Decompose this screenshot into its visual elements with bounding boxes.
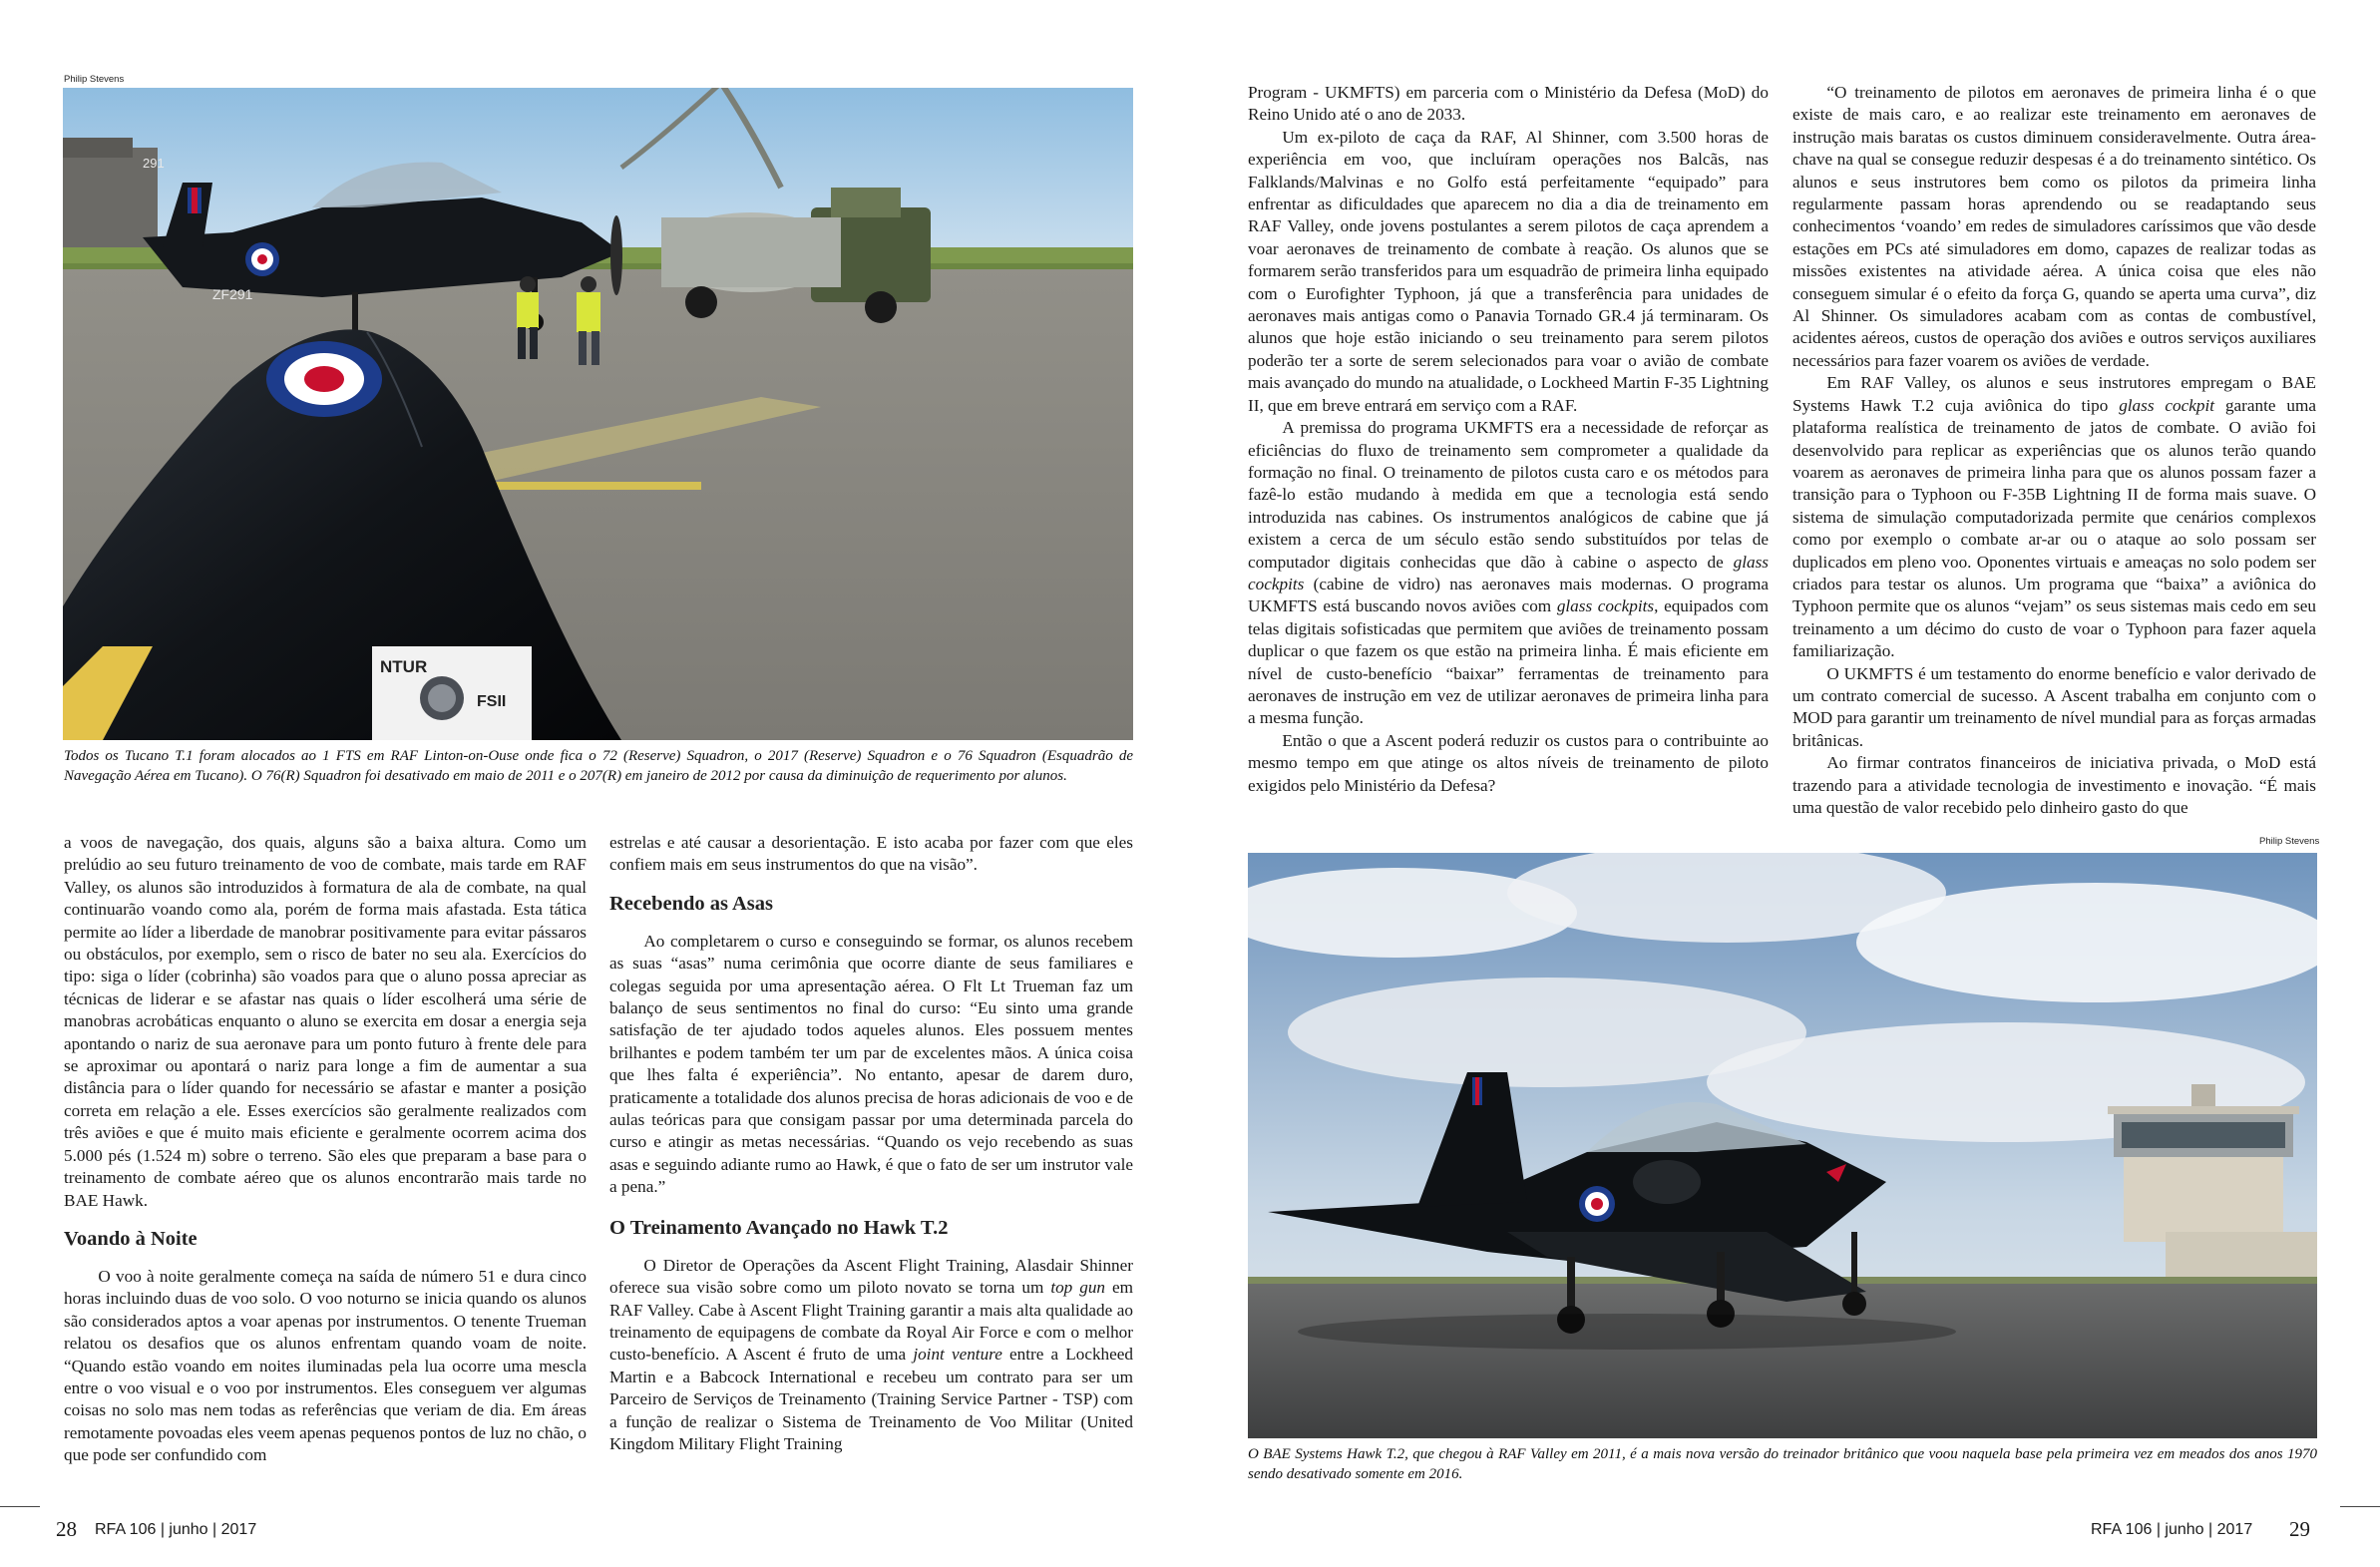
body-paragraph: Em RAF Valley, os alunos e seus instrutores empregam o BAE Systems Hawk T.2 cuja aviônica do tipo glass cockpit garante uma plataforma realística de treinamento de jatos de combate. O avião foi desenvolvido para replicar as experiências que os alunos terão quando voarem as aeronaves de primeira linha para que os alunos possam fazer a transição para o Typhoon ou F-35B Lightning II de forma mais suave. O sistema de simulação computadorizada permite que cenários complexos como por exemplo o combate ar-ar ou o ataque ao solo possam ser duplicados em pleno voo. Oponentes virtuais e ameaças no solo podem ser criados para testar os alunos. Um programa que “baixa” a aviônica do Typhoon permite que os alunos “vejam” os seus sistemas mais cedo em seu treinamento a um décimo do custo de voar o Typhoon para fazer aquela familiarização.	[1792, 373, 2316, 661]
body-paragraph: “O treinamento de pilotos em aeronaves de primeira linha é o que existe de mais caro, e ao realizar este treinamento em aeronaves de instrução mais baratas os custos diminuem consideravelmente. Outra área-chave na qual se consegue reduzir despesas é a do treinamento sintético. Os alunos e seus instrutores bem como os pilotos da primeira linha regularmente passam horas aprendendo ou se readaptando seus conhecimentos ‘voando’ em redes de simuladores caríssimos que vão desde estações em PCs até simuladores em domo, capazes de realizar todas as missões existentes na atividade aérea. A única coisa que eles não conseguem simular é o efeito da força G, quando se aperta uma curva”, diz Al Shinner. Os simuladores acabam com as contas de combustível, acidentes aéreos, custos de operação dos aviões e outros serviços auxiliares necessários para fazer voarem os aviões de verdade.	[1792, 83, 2316, 370]
right-column-2	[1792, 82, 2316, 819]
right-photo-caption: O BAE Systems Hawk T.2, que chegou à RAF Valley em 2011, é a mais nova versão do treinador britânico que voou naquela base pela primeira vez em meados dos anos 1970 sendo desativado somente em 2016.	[1248, 1446, 2317, 1482]
wing-text-1: NTUR	[380, 657, 428, 676]
body-paragraph: Ao completarem o curso e conseguindo se formar, os alunos recebem as suas “asas” numa cerimônia que ocorre diante de seus familiares e colegas seguida por uma apresentação aérea. O Flt Lt Trueman faz um balanço de seus sentimentos no final do curso: “Eu sinto uma grande satisfação de ter ajudado todos aqueles alunos. Eles possuem mentes brilhantes e podem também ter um par de excelentes mãos. A única coisa que lhes falta é experiência”. No entanto, apesar de darem duro, praticamente a totalidade dos alunos precisa de horas adicionais de voo e de aulas teóricas para que consigam passar por uma determinada parcela do curso e atingir as metas necessárias. “Quando os vejo recebendo as suas asas e seguindo adiante rumo ao Hawk, é que o fato de ser um instrutor vale a pena.”	[609, 931, 1133, 1197]
body-paragraph: Então o que a Ascent poderá reduzir os custos para o contribuinte ao mesmo tempo em que atinge os altos níveis de treinamento de piloto exigidos pelo Ministério da Defesa?	[1248, 730, 1769, 795]
right-column-1	[1248, 82, 1769, 797]
section-heading: O Treinamento Avançado no Hawk T.2	[609, 1216, 949, 1239]
body-paragraph: O UKMFTS é um testamento do enorme benefício e valor derivado de um contrato comercial de sucesso. A Ascent trabalha em conjunto com o MOD para garantir um treinamento de nível mundial para as forças armadas britânicas.	[1792, 663, 2316, 750]
body-paragraph: a voos de navegação, dos quais, alguns são a baixa altura. Como um prelúdio ao seu futuro treinamento de voo de combate, mais tarde em RAF Valley, os alunos são introduzidos à formatura de ala de combate, na qual continuarão voando como ala, porém de forma mais afastada. Esta tática permite ao líder a liberdade de manobrar positivamente para evitar pássaros ou obstáculos, por exemplo, sem o risco de bater no seu ala. Exercícios do tipo: siga o líder (cobrinha) são voados para que o aluno possa apreciar as técnicas de liderar e se afastar nas quais o líder escolherá uma série de manobras acrobáticas enquanto o aluno se exercita em dosar a energia seja apontando o nariz de sua aeronave para um ponto futuro à frente dele para se aproximar ou apontará o nariz para longe a fim de aumentar a sua distância para o líder quando for necessário se afastar e manter a posição correta em relação a ele. Esses exercícios são geralmente realizados com três aviões e que é muito mais eficiente e geralmente ocorrem acima dos 5.000 pés (1.524 m) sobre o terreno. São eles que preparam a base para o treinamento de combate aéreo que os alunos encontrarão mais tarde no BAE Hawk.	[64, 833, 587, 1210]
body-paragraph: Ao firmar contratos financeiros de iniciativa privada, o MoD está trazendo para a atividade tecnologia de investimento e inovação. “É mais uma questão de valor recebido pelo dinheiro gasto do que	[1792, 753, 2316, 817]
body-paragraph: O Diretor de Operações da Ascent Flight Training, Alasdair Shinner oferece sua visão sobre como um piloto novato se torna um top gun em RAF Valley. Cabe à Ascent Flight Training garantir a mais alta qualidade ao treinamento de equipagens de combate da Royal Air Force e com o melhor custo-benefício. A Ascent é fruto de uma joint venture entre a Lockheed Martin e a Babcock International e recebeu um contrato para ser um Parceiro de Serviços de Treinamento (Training Service Partner - TSP) com a função de realizar o Sistema de Treinamento de Voo Militar (United Kingdom Military Flight Training	[609, 1255, 1134, 1453]
section-heading: Recebendo as Asas	[609, 892, 774, 915]
right-footer-rule	[2340, 1506, 2380, 1507]
left-page-number: 28	[56, 1517, 77, 1541]
body-paragraph: estrelas e até causar a desorientação. E isto acaba por fazer com que eles confiem mais em seus instrumentos do que na visão”.	[609, 833, 1133, 875]
left-photo-caption: Todos os Tucano T.1 foram alocados ao 1 FTS em RAF Linton-on-Ouse onde fica o 72 (Reserve) Squadron, o 2017 (Reserve) Squadron e o 76 Squadron (Esquadrão de Navegação Aérea em Tucano). O 76(R) Squadron foi desativado em maio de 2011 e o 207(R) em janeiro de 2012 por causa da diminuição de requerimento por alunos.	[64, 748, 1133, 784]
left-column-2	[609, 832, 1133, 1455]
body-paragraph: Program - UKMFTS) em parceria com o Ministério da Defesa (MoD) do Reino Unido até o ano de 2033.	[1248, 83, 1769, 125]
photo-credit-right: Philip Stevens	[2259, 836, 2320, 847]
body-paragraph: A premissa do programa UKMFTS era a necessidade de reforçar as eficiências do fluxo de treinamento sem comprometer a qualidade da formação no final. O treinamento de pilotos custa caro e os métodos para fazê-lo estão mudando à medida em que a tecnologia está sendo introduzida nas cabines. Os instrumentos analógicos de cabine que já existem a cerca de um século estão sendo substituídos por telas de computador digitais conhecidas que dão à cabine o aspecto de glass cockpits (cabine de vidro) nas aeronaves mais modernas. O programa UKMFTS está buscando novos aviões com glass cockpits, equipados com telas digitais sofisticadas que permitem que aviões de treinamento possam duplicar o que fazem os que estão na primeira linha. É mais eficiente em nível de custo-benefício “baixar” ferramentas de treinamento para aeronaves de instrução em vez de utilizar aeronaves de primeira linha para a mesma função.	[1248, 418, 1769, 728]
right-page-number: 29	[2289, 1517, 2310, 1541]
tucano-photo	[63, 88, 1133, 740]
right-footer-issue: RFA 106 | junho | 2017	[2091, 1521, 2253, 1538]
body-paragraph: Um ex-piloto de caça da RAF, Al Shinner, com 3.500 horas de experiência em voo, que incluíram operações nos Balcãs, nas Falklands/Malvinas e no Golfo está perfeitamente “equipado” para enfrentar as dificuldades que aparecem no dia a dia de treinamento em RAF Valley, onde jovens postulantes a serem pilotos de caça aprendem a voar aeronaves de treinamento de combate à reação. Os alunos que se formarem serão transferidos para um esquadrão de primeira linha equipado com o Eurofighter Typhoon, já que a transferência para unidades de aeronaves mais antigas como o Panavia Tornado GR.4 já terminaram. Os alunos que hoje estão iniciando o seu treinamento para serem pilotos poderão ter a sorte de serem selecionados para voar o avião de combate mais avançado do mundo na atualidade, o Lockheed Martin F-35 Lightning II, que em breve entrará em serviço com a RAF.	[1248, 127, 1769, 415]
left-column-1	[64, 832, 587, 1467]
body-paragraph: O voo à noite geralmente começa na saída de número 51 e dura cinco horas incluindo duas de voo solo. O voo noturno se inicia quando os alunos são considerados aptos a voar apenas por instrumentos. O tenente Trueman relatou os desafios que os alunos enfrentam quando voam de noite. “Quando estão voando em noites iluminadas pela lua ocorre uma mescla entre o voo visual e o voo por instrumentos. Eles conseguem ver algumas coisas no solo mas nem todas as referências que veriam de dia. Em áreas remotamente povoadas eles veem apenas pequenos pontos de luz no chão, o que pode ser confundido com	[64, 1266, 587, 1465]
left-footer-issue: RFA 106 | junho | 2017	[95, 1521, 257, 1538]
hawk-photo	[1248, 853, 2317, 1438]
tucano-tail-number: 291	[143, 156, 165, 171]
section-heading: Voando à Noite	[64, 1227, 198, 1250]
photo-credit-left: Philip Stevens	[64, 74, 125, 85]
tucano-serial: ZF291	[212, 286, 253, 302]
left-footer-rule	[0, 1506, 40, 1507]
wing-text-2: FSII	[477, 693, 507, 710]
